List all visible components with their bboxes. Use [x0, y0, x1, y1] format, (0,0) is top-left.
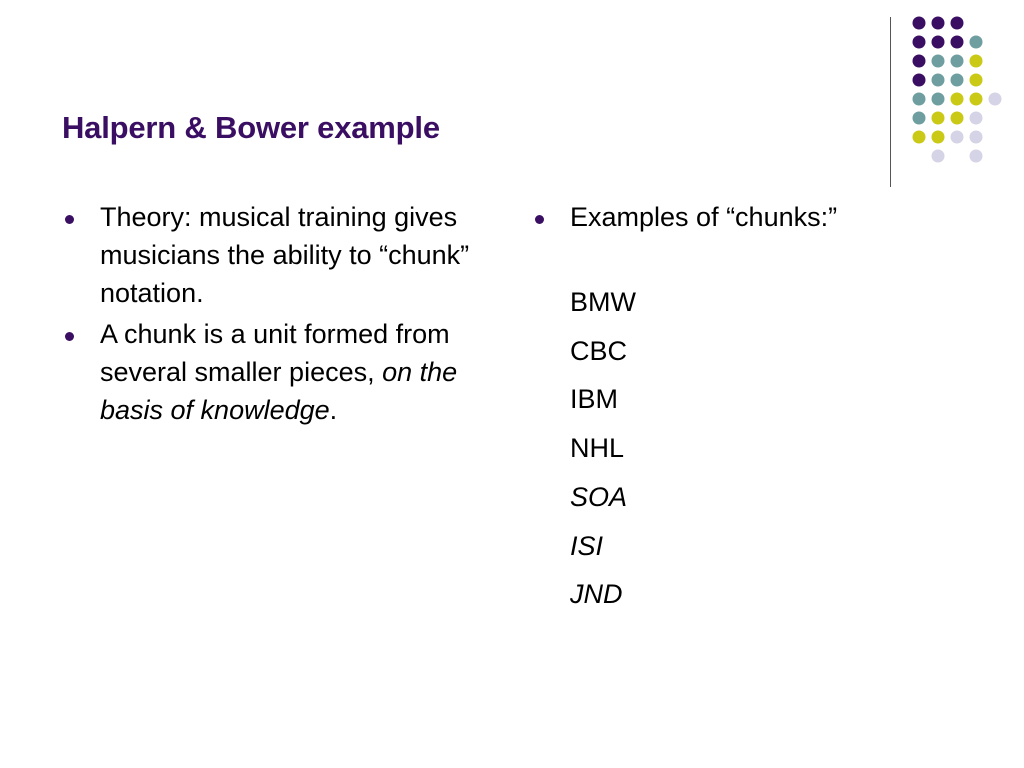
left-column [62, 198, 512, 432]
dot-grid-decoration [0, 0, 1024, 200]
decorative-dot [951, 36, 964, 49]
decorative-dot [932, 150, 945, 163]
decorative-dot [970, 93, 983, 106]
decorative-dot [970, 112, 983, 125]
decorative-dot [932, 55, 945, 68]
chunk-example-item: IBM [570, 384, 619, 415]
chunk-examples-list [532, 278, 952, 619]
title-divider-line [890, 17, 891, 187]
bullet-icon [65, 215, 74, 224]
decorative-dot [951, 131, 964, 144]
bullet-item-examples [532, 198, 952, 236]
bullet-item-chunk-definition [62, 315, 512, 429]
bullet-text-tail: . [329, 395, 338, 425]
chunk-example-item: NHL [570, 433, 625, 464]
decorative-dot [913, 36, 926, 49]
decorative-dot [951, 112, 964, 125]
decorative-dot [913, 131, 926, 144]
decorative-dot [951, 17, 964, 30]
decorative-dot [932, 36, 945, 49]
decorative-dot [970, 55, 983, 68]
bullet-text: Examples of “chunks:” [570, 202, 838, 232]
decorative-dot [932, 93, 945, 106]
decorative-dot [913, 55, 926, 68]
decorative-dot [932, 17, 945, 30]
decorative-dot [970, 36, 983, 49]
decorative-dot [970, 74, 983, 87]
chunk-example-item: CBC [570, 335, 628, 366]
decorative-dot [913, 74, 926, 87]
bullet-icon [65, 332, 74, 341]
right-column [532, 198, 952, 619]
bullet-icon [535, 215, 544, 224]
decorative-dot [970, 150, 983, 163]
decorative-dot [989, 93, 1002, 106]
decorative-dot [951, 55, 964, 68]
chunk-example-item: BMW [570, 287, 636, 317]
chunk-example-item: JND [570, 579, 623, 610]
decorative-dot [932, 131, 945, 144]
bullet-item-theory [62, 198, 512, 312]
decorative-dot [913, 112, 926, 125]
decorative-dot [951, 74, 964, 87]
slide-title: Halpern & Bower example [62, 110, 440, 145]
decorative-dot [913, 17, 926, 30]
bullet-text-italic: on the basis of knowledge [100, 357, 458, 425]
decorative-dot [951, 93, 964, 106]
bullet-text-plain: A chunk is a unit formed from several smaller pieces, [100, 319, 450, 387]
decorative-dot [932, 112, 945, 125]
decorative-dot [970, 131, 983, 144]
decorative-dot [932, 74, 945, 87]
bullet-text: Theory: musical training gives musicians the ability to “chunk” notation. [100, 202, 470, 308]
chunk-example-item: SOA [570, 481, 628, 512]
chunk-example-item: ISI [570, 530, 604, 561]
decorative-dot [913, 93, 926, 106]
